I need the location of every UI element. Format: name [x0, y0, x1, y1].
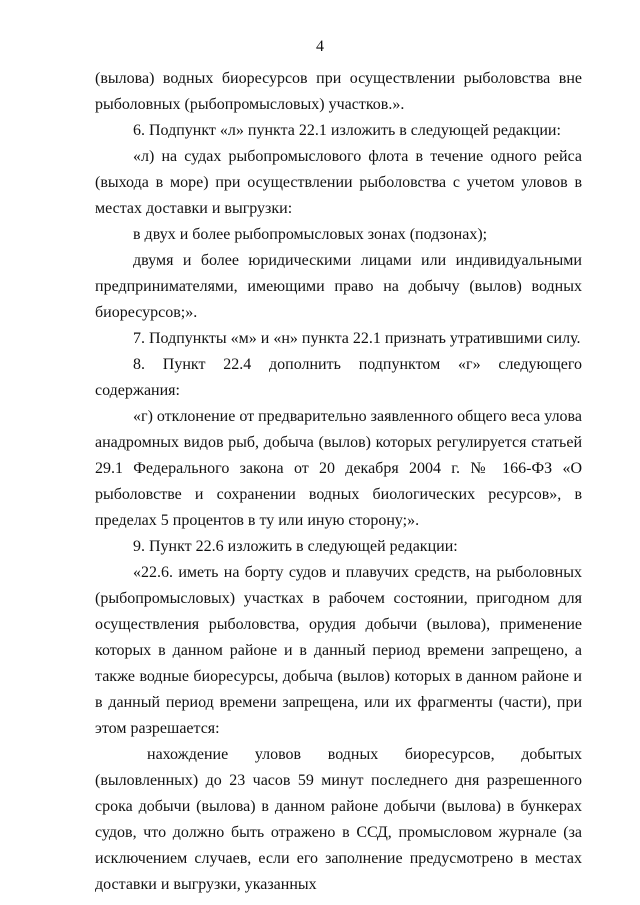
paragraph-22-6: «22.6. иметь на борту судов и плавучих средств, на рыболовных (рыбопромысловых) участках в рабочем состоянии, пригодном для осуществления рыболовства, орудия добычи (вылова), применение которых в данном районе и в данный период времени запрещено, а также водные биоресурсы, добыча (вылов) которых в данном районе и в данный период времени запрещена, или их фрагменты (части), при этом разрешается:	[95, 564, 582, 737]
paragraph-item-8: 8. Пункт 22.4 дополнить подпунктом «г» следующего содержания:	[95, 356, 582, 399]
paragraph-legal-entities: двумя и более юридическими лицами или индивидуальными предпринимателями, имеющими право на добычу (вылов) водных биоресурсов;».	[95, 252, 582, 321]
paragraph-zones: в двух и более рыбопромысловых зонах (подзонах);	[133, 226, 488, 243]
paragraph-item-7: 7. Подпункты «м» и «н» пункта 22.1 признать утратившими силу.	[133, 330, 581, 347]
page-number: 4	[316, 38, 324, 55]
paragraph-item-9: 9. Пункт 22.6 изложить в следующей редакции:	[133, 538, 458, 555]
paragraph-catch-storage: нахождение уловов водных биоресурсов, добытых (выловленных) до 23 часов 59 минут последнего дня разрешенного срока добычи (вылова) в данном районе добычи (вылова) в бункерах судов, что должно быть отражено в ССД, промысловом журнале (за исключением случаев, если его заполнение предусмотрено в местах доставки и выгрузки, указанных	[95, 746, 582, 893]
paragraph-item-6: 6. Подпункт «л» пункта 22.1 изложить в следующей редакции:	[133, 122, 561, 139]
paragraph-subitem-l: «л) на судах рыбопромыслового флота в течение одного рейса (выхода в море) при осуществлении рыболовства с учетом уловов в местах доставки и выгрузки:	[95, 148, 582, 217]
paragraph-continuation: (вылова) водных биоресурсов при осуществлении рыболовства вне рыболовных (рыбопромысловых) участков.».	[95, 70, 582, 113]
paragraph-subitem-g: «г) отклонение от предварительно заявленного общего веса улова анадромных видов рыб, добыча (вылов) которых регулируется статьей 29.1 Федерального закона от 20 декабря 2004 г. № 166-ФЗ «О рыболовстве и сохранении водных биологических ресурсов», в пределах 5 процентов в ту или иную сторону;».	[95, 408, 582, 529]
document-body	[95, 66, 582, 898]
